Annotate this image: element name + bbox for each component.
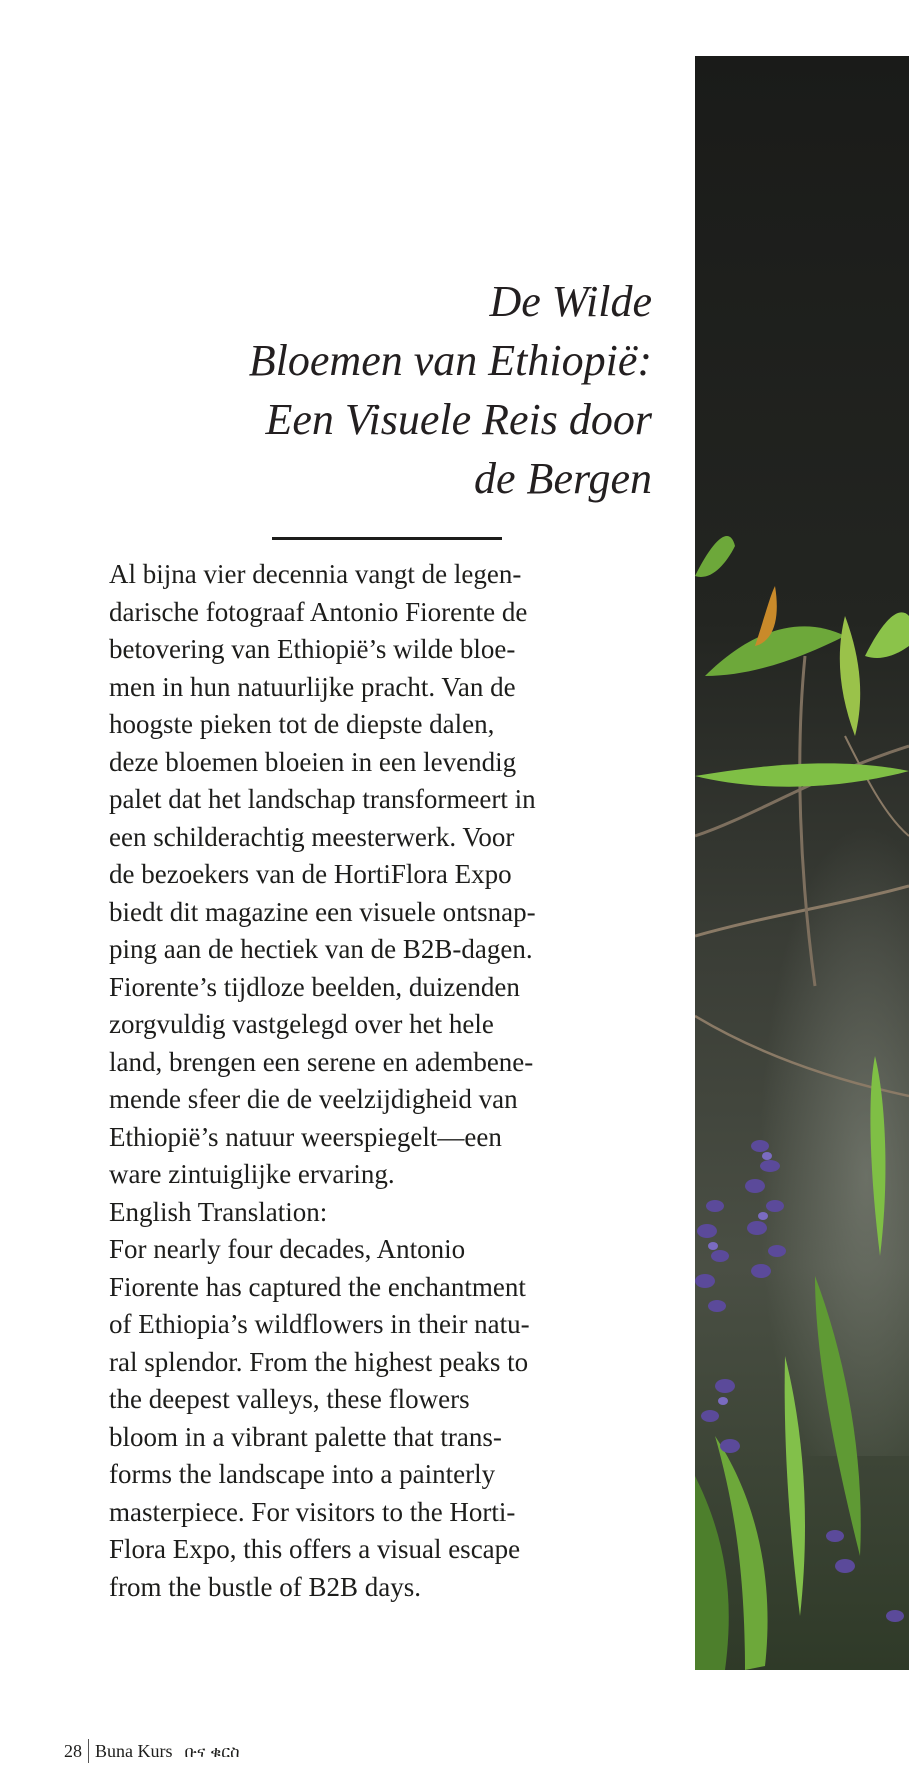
publication-name: Buna Kurs [95, 1741, 173, 1761]
photo-illustration [695, 56, 909, 1670]
body-line: Fiorente’s tijdloze beelden, duizenden [109, 971, 520, 1002]
body-line: Al bijna vier decennia vangt de legen- [109, 559, 522, 589]
body-line: palet dat het landschap transformeert in [109, 784, 536, 814]
page-number: 28 [64, 1741, 82, 1761]
title-line: Bloemen van Ethiopië: [248, 336, 652, 385]
body-line: men in hun natuurlijke pracht. Van de [109, 671, 516, 702]
title-line: de Bergen [474, 454, 652, 503]
body-line: bloom in a vibrant palette that trans- [109, 1421, 502, 1452]
body-line: land, brengen een serene en adembene- [109, 1046, 534, 1077]
title-divider [272, 537, 502, 540]
body-line: ral splendor. From the highest peaks to [109, 1346, 529, 1377]
translation-heading: English Translation: [109, 1196, 328, 1227]
body-line: hoogste pieken tot de diepste dalen, [109, 709, 495, 739]
article-title [150, 272, 652, 508]
body-line: darische fotograaf Antonio Fiorente de [109, 596, 528, 627]
body-line: For nearly four decades, Antonio [109, 1234, 466, 1264]
article-body [109, 556, 649, 1606]
page-footer [64, 1739, 240, 1763]
body-line: ping aan de hectiek van de B2B-dagen. [109, 934, 533, 964]
footer-separator [88, 1739, 89, 1763]
body-line: masterpiece. For visitors to the Horti- [109, 1496, 516, 1527]
body-line: ware zintuiglijke ervaring. [109, 1159, 395, 1189]
body-line: Ethiopië’s natuur weerspiegelt—een [109, 1121, 502, 1152]
body-line: een schilderachtig meesterwerk. Voor [109, 821, 515, 852]
body-line: the deepest valleys, these flowers [109, 1384, 470, 1414]
title-line: Een Visuele Reis door [265, 395, 652, 444]
body-line: de bezoekers van de HortiFlora Expo [109, 859, 512, 889]
body-line: mende sfeer die de veelzijdigheid van [109, 1084, 518, 1114]
body-line: biedt dit magazine een visuele ontsnap- [109, 896, 536, 927]
wildflowers-photo [695, 56, 909, 1670]
body-line: forms the landscape into a painterly [109, 1459, 496, 1489]
body-line: deze bloemen bloeien in een levendig [109, 746, 517, 777]
body-line: of Ethiopia’s wildflowers in their natu- [109, 1309, 530, 1339]
body-line: from the bustle of B2B days. [109, 1571, 421, 1602]
body-line: betovering van Ethiopië’s wilde bloe- [109, 634, 516, 664]
publication-name-amharic: ቡና ቁርስ [184, 1742, 240, 1761]
title-line: De Wilde [489, 277, 652, 326]
body-line: Fiorente has captured the enchantment [109, 1271, 526, 1302]
body-line: zorgvuldig vastgelegd over het hele [109, 1009, 494, 1039]
body-line: Flora Expo, this offers a visual escape [109, 1534, 521, 1564]
